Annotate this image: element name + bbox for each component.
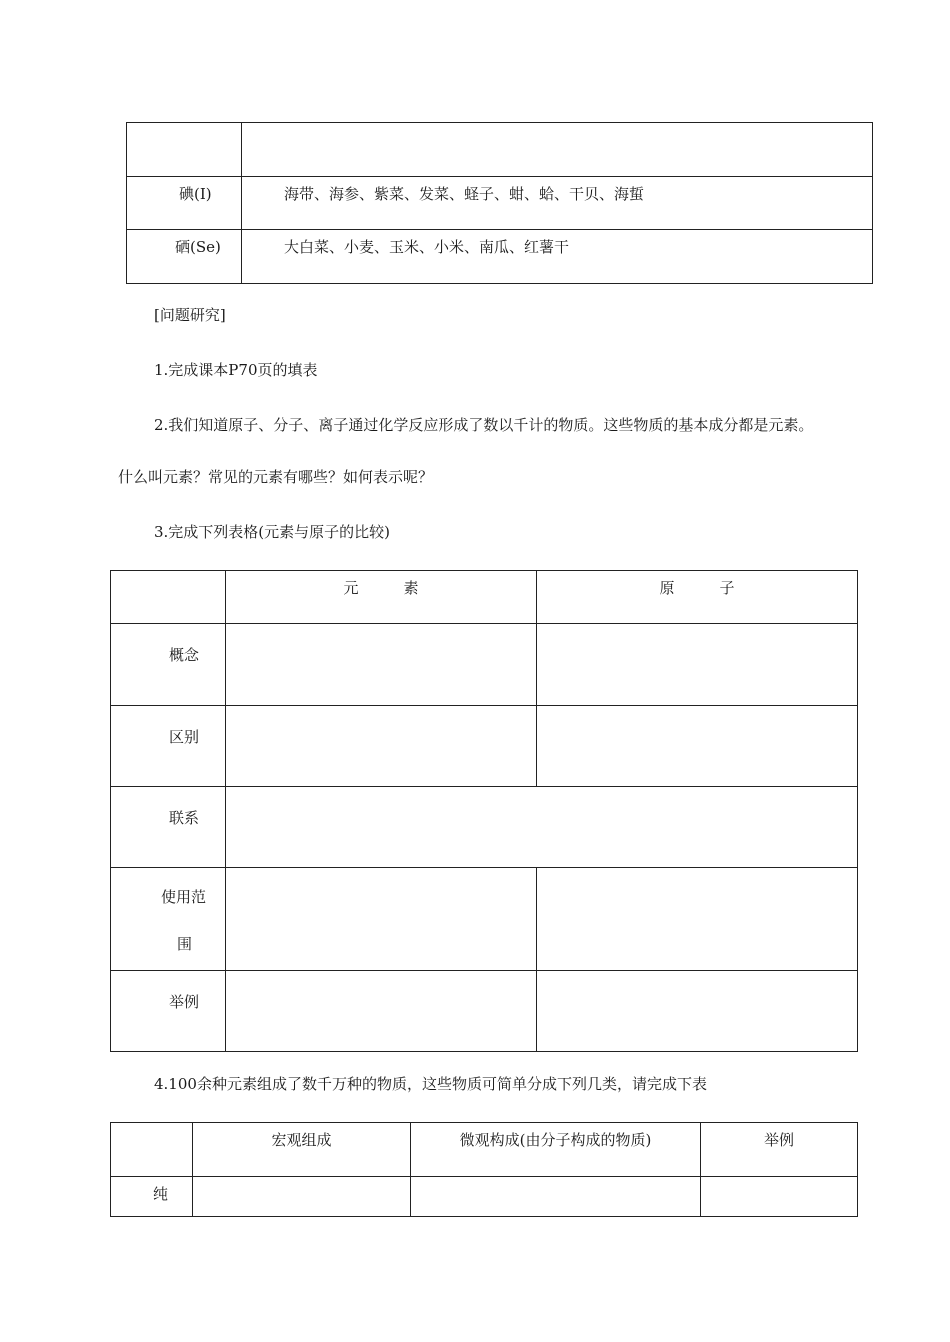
table3-corner (111, 1123, 193, 1177)
table3-header-micro: 微观构成(由分子构成的物质) (411, 1123, 701, 1177)
scope-label-line2: 围 (177, 935, 193, 953)
table2-row-relation: 联系 (111, 787, 226, 868)
table2-header-element: 元 素 (226, 571, 537, 624)
table2-cell (226, 624, 537, 706)
element-atom-comparison-table (110, 570, 858, 1052)
table3-cell (411, 1177, 701, 1217)
table2-row-concept: 概念 (111, 624, 226, 706)
table3-cell (701, 1177, 858, 1217)
question-1: 1.完成课本P70页的填表 (154, 361, 318, 379)
substance-classification-table (110, 1122, 858, 1217)
table2-cell (226, 787, 858, 868)
table1-cell (242, 123, 873, 177)
table2-cell (226, 706, 537, 787)
table2-cell (537, 706, 858, 787)
table2-corner (111, 571, 226, 624)
question-2-line2: 什么叫元素？常见的元素有哪些？如何表示呢？ (118, 468, 434, 486)
table2-cell (226, 971, 537, 1052)
table2-row-difference: 区别 (111, 706, 226, 787)
table3-header-example: 举例 (701, 1123, 858, 1177)
table2-cell (226, 868, 537, 971)
food-element-table (126, 122, 873, 284)
question-2-line1: 2.我们知道原子、分子、离子通过化学反应形成了数以千计的物质。这些物质的基本成分都是元素。 (154, 416, 814, 434)
table2-cell (537, 624, 858, 706)
section-heading: [问题研究] (154, 306, 226, 324)
table2-row-scope (111, 868, 226, 971)
table1-element-iodine: 碘(I) (127, 177, 242, 230)
table3-header-macro: 宏观组成 (193, 1123, 411, 1177)
table3-cell (193, 1177, 411, 1217)
table2-cell (537, 971, 858, 1052)
table2-header-atom: 原 子 (537, 571, 858, 624)
question-3: 3.完成下列表格(元素与原子的比较) (154, 523, 391, 541)
scope-label-line1: 使用范 (161, 888, 207, 906)
table1-element-selenium: 硒(Se) (127, 230, 242, 284)
table1-cell (127, 123, 242, 177)
table1-foods-selenium: 大白菜、小麦、玉米、小米、南瓜、红薯干 (242, 230, 873, 284)
table2-row-example: 举例 (111, 971, 226, 1052)
table2-cell (537, 868, 858, 971)
question-4: 4.100余种元素组成了数千万种的物质，这些物质可简单分成下列几类，请完成下表 (154, 1075, 707, 1093)
table3-row-pure: 纯 (111, 1177, 193, 1217)
table1-foods-iodine: 海带、海参、紫菜、发菜、蛏子、蚶、蛤、干贝、海蜇 (242, 177, 873, 230)
